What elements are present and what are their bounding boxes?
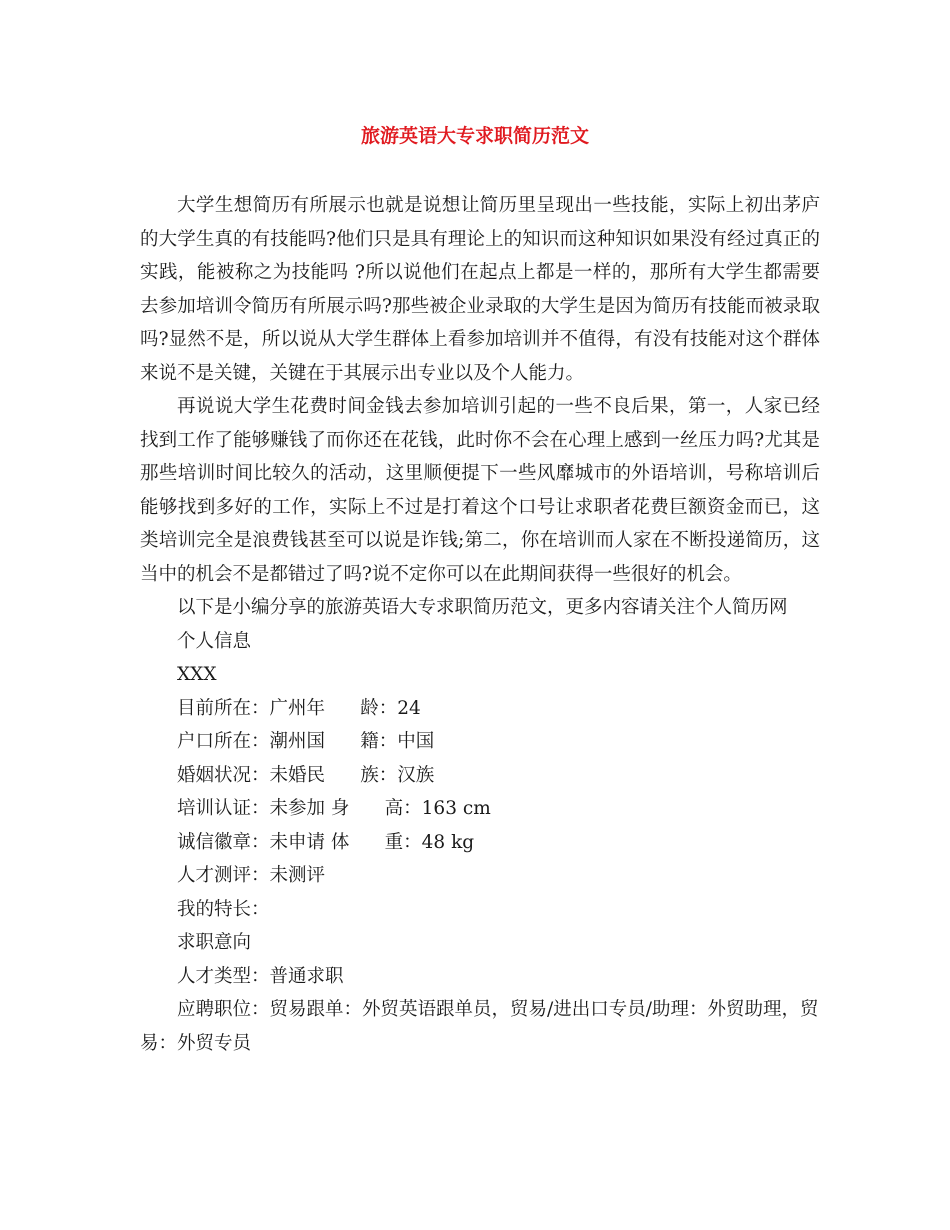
paragraph-1: 大学生想简历有所展示也就是说想让简历里呈现出一些技能，实际上初出茅庐的大学生真的有技能吗?他们只是具有理论上的知识而这种知识如果没有经过真正的实践，能被称之为技能吗 ?所以说他们在起点上都是一样的，那所有大学生都需要去参加培训令简历有所展示吗?那些被企业录取的大学生是因为简历有技能而被录取吗?显然不是，所以说从大学生群体上看参加培训并不值得，有没有技能对这个群体来说不是关键，关键在于其展示出专业以及个人能力。: [140, 195, 820, 384]
info-line-talent-type: 人才类型：普通求职: [177, 965, 344, 987]
info-line-specialty: 我的特长：: [177, 898, 270, 920]
document-title: 旅游英语大专求职简历范文: [360, 125, 589, 147]
info-line-badge-weight: 诚信徽章：未申请 体 重：48 kg: [177, 831, 475, 853]
info-line-marital-ethnicity: 婚姻状况：未婚民 族：汉族: [177, 764, 435, 786]
document-body: [140, 189, 820, 1060]
section-heading-personal-info: 个人信息: [177, 630, 252, 652]
name-line: XXX: [177, 664, 217, 685]
paragraph-2: 再说说大学生花费时间金钱去参加培训引起的一些不良后果，第一，人家已经找到工作了能够赚钱了而你还在花钱，此时你不会在心理上感到一丝压力吗?尤其是那些培训时间比较久的活动，这里顺便提下一些风靡城市的外语培训，号称培训后能够找到多好的工作，实际上不过是打着这个口号让求职者花费巨额资金而已，这类培训完全是浪费钱甚至可以说是诈钱;第二，你在培训而人家在不断投递简历，这当中的机会不是都错过了吗?说不定你可以在此期间获得一些很好的机会。: [140, 396, 820, 585]
info-line-location-age: 目前所在：广州年 龄：24: [177, 697, 421, 719]
info-line-hukou-nationality: 户口所在：潮州国 籍：中国: [177, 731, 435, 752]
info-line-position: 应聘职位：贸易跟单：外贸英语跟单员，贸易/进出口专员/助理：外贸助理，贸易：外贸专员: [140, 999, 819, 1054]
info-line-assessment: 人才测评：未测评: [177, 865, 326, 886]
section-heading-job-intention: 求职意向: [177, 932, 252, 953]
intro-line: 以下是小编分享的旅游英语大专求职简历范文，更多内容请关注个人简历网: [177, 597, 788, 618]
info-line-training-height: 培训认证：未参加 身 高：163 cm: [177, 798, 491, 819]
